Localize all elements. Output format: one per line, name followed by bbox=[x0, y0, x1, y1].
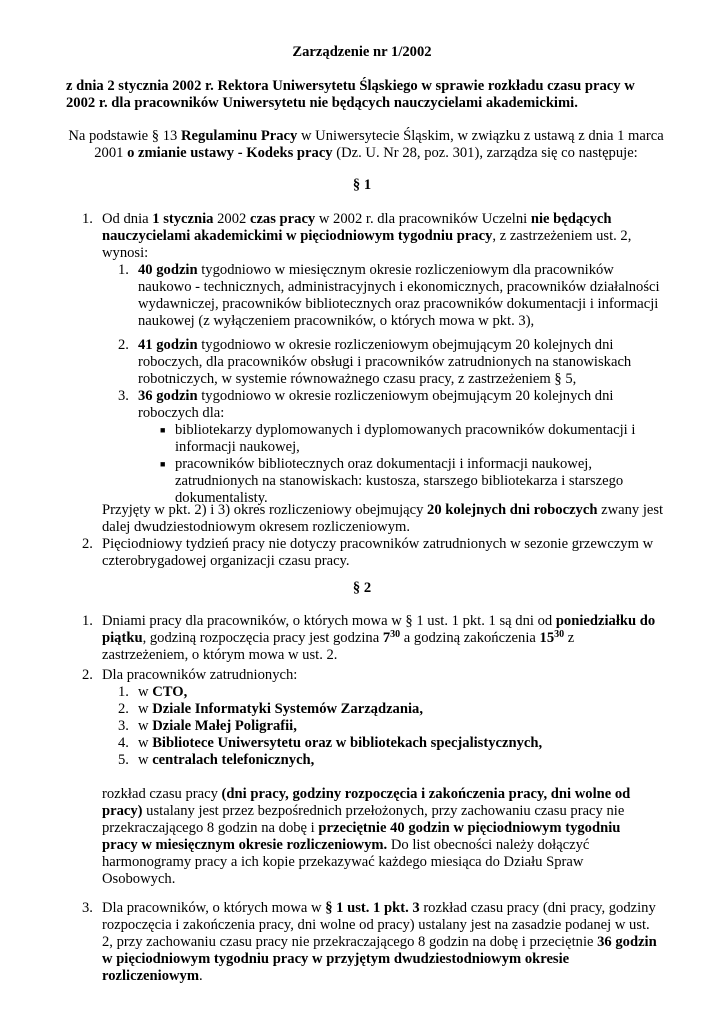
unit-name: Bibliotece Uniwersytetu oraz w bibliotekach specjalistycznych, bbox=[152, 735, 543, 751]
text: ustalany jest przez bezpośrednich przełożonych, przy zachowaniu czasu pracy nie przekraczającego 8 godzin na dobę i bbox=[102, 803, 625, 836]
list-number: 3. bbox=[118, 388, 129, 404]
bold-text: (dni pracy, godziny rozpoczęcia i zakończenia pracy, dni wolne od pracy) bbox=[102, 786, 631, 819]
start-minutes: 30 bbox=[390, 629, 401, 640]
list-number: 2. bbox=[118, 337, 129, 353]
preamble-text: w Uniwersytecie Śląskim, w związku z ustawą z dnia 1 marca 2001 bbox=[94, 128, 664, 161]
text: tygodniowo w miesięcznym okresie rozliczeniowym dla pracowników naukowo - technicznych, administracyjnych i ekonomicznych, pracowników działalności wydawniczej, pracowników bibliotecznych oraz pracowników dokumentacji i informacji naukowej (z wyłączeniem pracowników, o których mowa w pkt. 3), bbox=[138, 262, 660, 329]
bold-text: czas pracy bbox=[249, 211, 316, 227]
text: Od dnia bbox=[102, 211, 153, 227]
text: rozkład czasu pracy bbox=[102, 786, 222, 802]
list-number: 5. bbox=[118, 752, 129, 768]
document-title: Zarządzenie nr 1/2002 bbox=[292, 44, 432, 60]
list-number: 1. bbox=[82, 211, 93, 227]
bullet-item: bibliotekarzy dyplomowanych i dyplomowanych pracowników dokumentacji i informacji naukowej, bbox=[175, 422, 636, 455]
bullet-item: pracowników bibliotecznych oraz dokumentacji i informacji naukowej, zatrudnionych na stanowiskach: kustosza, starszego bibliotekarza i starszego dokumentalisty. bbox=[175, 456, 624, 506]
text: tygodniowo w okresie rozliczeniowym obejmującym 20 kolejnych dni roboczych, dla pracowników obsługi i pracowników zatrudnionych na stanowiskach robotniczych, w systemie równoważnego czasu pracy, z zastrzeżeniem § 5, bbox=[138, 337, 632, 387]
text: w 2002 r. dla pracowników Uczelni bbox=[315, 211, 531, 227]
square-bullet-icon: ■ bbox=[160, 459, 166, 469]
bold-text: 36 godzin bbox=[138, 388, 198, 404]
section-2-heading: § 2 bbox=[352, 580, 372, 596]
text: , z zastrzeżeniem ust. 2, wynosi: bbox=[102, 228, 632, 261]
hours-36-item bbox=[138, 388, 638, 422]
unit-name: centralach telefonicznych, bbox=[152, 752, 315, 768]
list-number: 1. bbox=[118, 262, 129, 278]
text: a godziną zakończenia bbox=[400, 630, 540, 646]
text: zwany jest dalej dwudziestodniowym okresem rozliczeniowym. bbox=[102, 502, 664, 535]
section-1-heading: § 1 bbox=[352, 177, 372, 193]
schedule-rules bbox=[102, 786, 654, 888]
start-hour: 7 bbox=[382, 630, 391, 646]
text: w bbox=[138, 735, 153, 751]
list-number: 2. bbox=[82, 667, 93, 683]
text: rozkład czasu pracy (dni pracy, godziny rozpoczęcia i zakończenia pracy, dni wolne od pracy) ustalany jest na zasadzie podanej w ust. 2, przy zachowaniu czasu pracy nie przekraczającego 8 godzin na dobę i przeciętnie bbox=[102, 900, 656, 950]
preamble-text: (Dz. U. Nr 28, poz. 301), zarządza się co następuje: bbox=[332, 145, 638, 161]
preamble bbox=[66, 128, 666, 162]
bold-text: 20 kolejnych dni roboczych bbox=[427, 502, 598, 518]
text: tygodniowo w okresie rozliczeniowym obejmującym 20 kolejnych dni roboczych dla: bbox=[138, 388, 614, 421]
bold-text: 41 godzin bbox=[138, 337, 198, 353]
bold-text: przeciętnie 40 godzin w pięciodniowym tygodniu pracy w miesięcznym okresie rozliczeniowym. bbox=[102, 820, 621, 853]
unit-item bbox=[138, 684, 658, 701]
list-number: 2. bbox=[118, 701, 129, 717]
preamble-text: Na podstawie § 13 bbox=[68, 128, 181, 144]
section-2-item-2: Dla pracowników zatrudnionych: bbox=[102, 667, 298, 683]
text: w bbox=[138, 701, 153, 717]
bold-text: poniedziałku do piątku bbox=[102, 613, 656, 646]
list-number: 3. bbox=[82, 900, 93, 916]
unit-item bbox=[138, 701, 658, 718]
square-bullet-icon: ■ bbox=[160, 425, 166, 435]
list-number: 2. bbox=[82, 536, 93, 552]
unit-item bbox=[138, 718, 658, 735]
period-definition bbox=[102, 502, 668, 536]
bold-text: 1 stycznia bbox=[152, 211, 214, 227]
section-2-item-1 bbox=[102, 613, 664, 664]
section-1-item-2: Pięciodniowy tydzień pracy nie dotyczy pracowników zatrudnionych w sezonie grzewczym w czterobrygadowej organizacji czasu pracy. bbox=[102, 536, 654, 569]
unit-name: Dziale Małej Poligrafii, bbox=[152, 718, 297, 734]
text: , godziną rozpoczęcia pracy jest godzina bbox=[142, 630, 383, 646]
bold-text: 36 godzin w pięciodniowym tygodniu pracy w przyjętym dwudziestodniowym okresie rozliczeniowym bbox=[102, 934, 657, 984]
unit-item bbox=[138, 735, 658, 752]
bold-text: 40 godzin bbox=[138, 262, 198, 278]
hours-40-item bbox=[138, 262, 662, 330]
text: Przyjęty w pkt. 2) i 3) okres rozliczeniowy obejmujący bbox=[102, 502, 428, 518]
section-1-item-1 bbox=[102, 211, 660, 262]
bold-text: § 1 ust. 1 pkt. 3 bbox=[325, 900, 420, 916]
text: Dla pracowników, o których mowa w bbox=[102, 900, 326, 916]
text: Dniami pracy dla pracowników, o których mowa w § 1 ust. 1 pkt. 1 są dni od bbox=[102, 613, 556, 629]
end-hour: 15 bbox=[539, 630, 555, 646]
text: 2002 bbox=[213, 211, 250, 227]
preamble-bold: Regulaminu Pracy bbox=[181, 128, 298, 144]
unit-name: Dziale Informatyki Systemów Zarządzania, bbox=[152, 701, 423, 717]
document-subtitle: z dnia 2 stycznia 2002 r. Rektora Uniwersytetu Śląskiego w sprawie rozkładu czasu pracy w 2002 r. dla pracowników Uniwersytetu nie będących nauczycielami akademickimi. bbox=[66, 78, 635, 111]
text: Do list obecności należy dołączyć harmonogramy pracy a ich kopie przekazywać każdego miesiąca do Działu Spraw Osobowych. bbox=[102, 837, 590, 887]
end-minutes: 30 bbox=[554, 629, 565, 640]
text: w bbox=[138, 752, 153, 768]
list-number: 1. bbox=[82, 613, 93, 629]
list-number: 4. bbox=[118, 735, 129, 751]
unit-item bbox=[138, 752, 658, 769]
list-number: 3. bbox=[118, 718, 129, 734]
text: z zastrzeżeniem, o którym mowa w ust. 2. bbox=[102, 630, 575, 663]
text: . bbox=[199, 968, 203, 984]
text: w bbox=[138, 718, 153, 734]
bold-text: nie będących nauczycielami akademickimi w pięciodniowym tygodniu pracy bbox=[102, 211, 612, 244]
section-2-item-3 bbox=[102, 900, 664, 985]
list-number: 1. bbox=[118, 684, 129, 700]
unit-name: CTO, bbox=[152, 684, 188, 700]
text: w bbox=[138, 684, 153, 700]
preamble-bold: o zmianie ustawy - Kodeks pracy bbox=[127, 145, 333, 161]
hours-41-item bbox=[138, 337, 638, 388]
